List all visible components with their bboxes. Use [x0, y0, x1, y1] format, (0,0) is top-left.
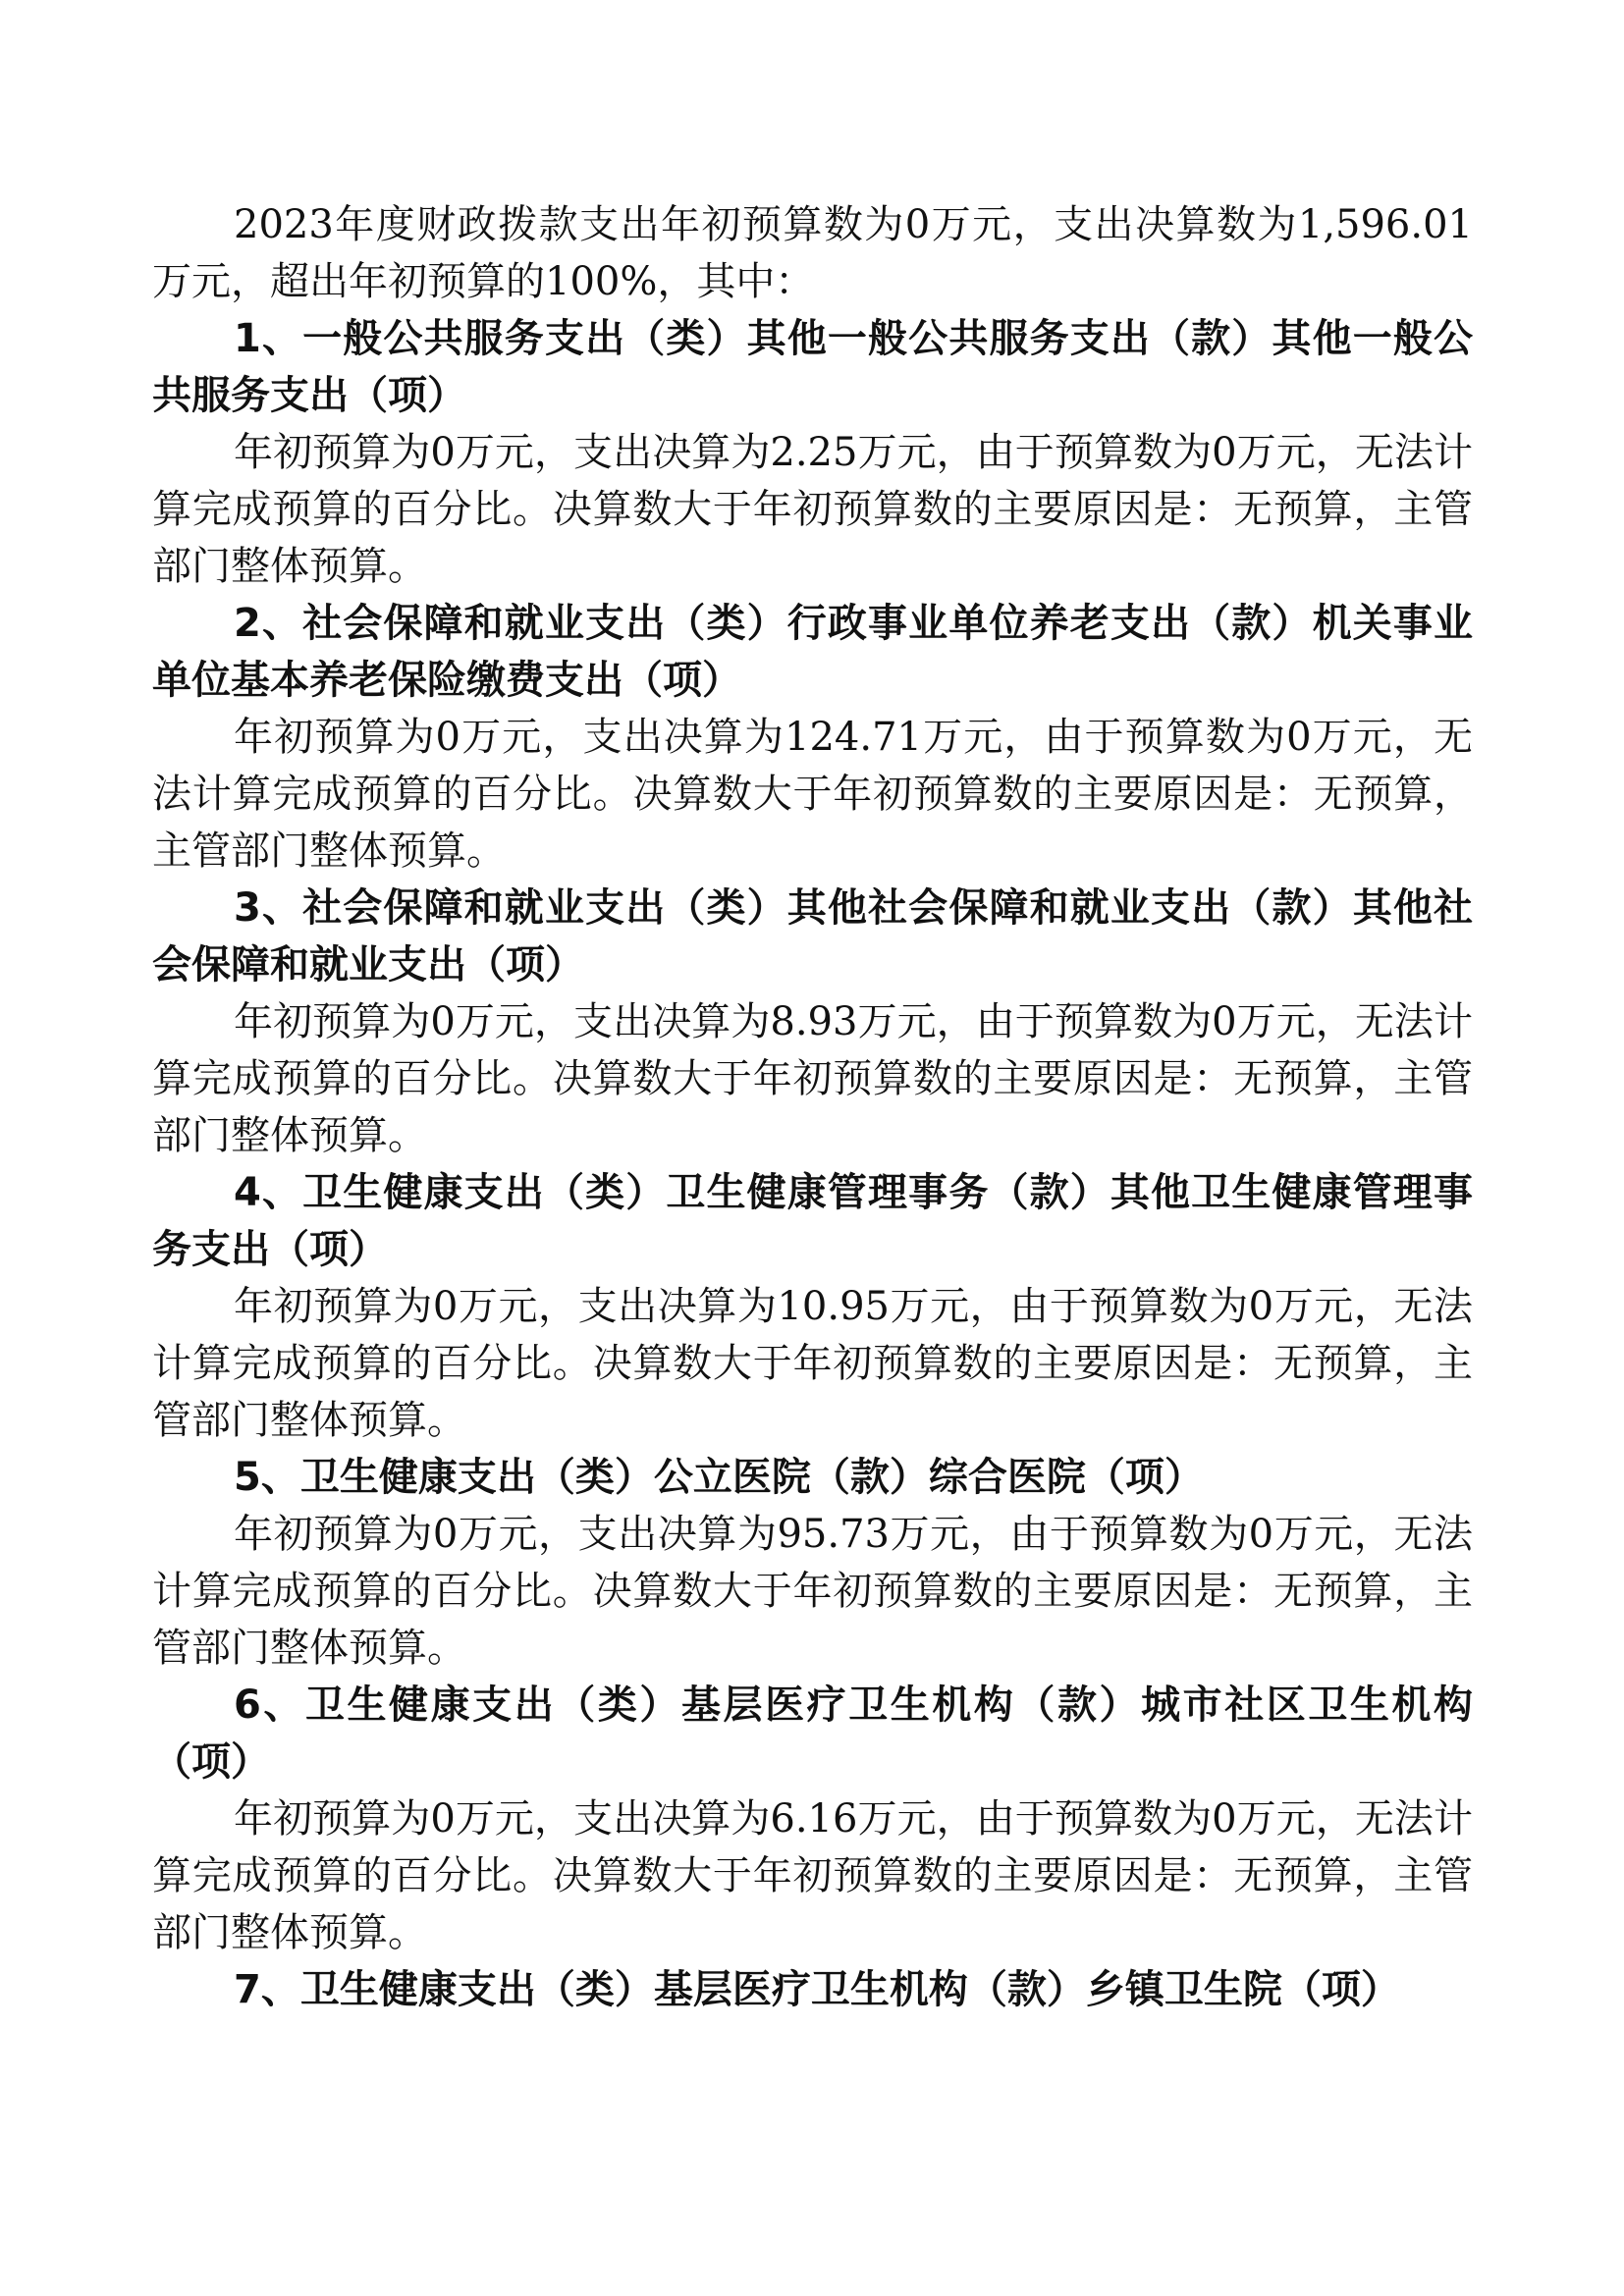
item-6-heading: 6、卫生健康支出（类）基层医疗卫生机构（款）城市社区卫生机构（项） — [152, 1682, 1473, 1785]
item-2-heading: 2、社会保障和就业支出（类）行政事业单位养老支出（款）机关事业单位基本养老保险缴费支出（项） — [152, 601, 1473, 703]
item-5-heading: 5、卫生健康支出（类）公立医院（款）综合医院（项） — [234, 1455, 1204, 1500]
document-body — [152, 196, 1473, 2018]
item-7-heading: 7、卫生健康支出（类）基层医疗卫生机构（款）乡镇卫生院（项） — [234, 1967, 1400, 2012]
intro-paragraph: 2023年度财政拨款支出年初预算数为0万元，支出决算数为1,596.01万元，超出年初预算的100%，其中： — [152, 202, 1473, 304]
item-1-heading: 1、一般公共服务支出（类）其他一般公共服务支出（款）其他一般公共服务支出（项） — [152, 316, 1473, 418]
item-4-body: 年初预算为0万元，支出决算为10.95万元，由于预算数为0万元，无法计算完成预算的百分比。决算数大于年初预算数的主要原因是：无预算，主管部门整体预算。 — [152, 1284, 1473, 1443]
item-6-body: 年初预算为0万元，支出决算为6.16万元，由于预算数为0万元，无法计算完成预算的百分比。决算数大于年初预算数的主要原因是：无预算，主管部门整体预算。 — [152, 1796, 1473, 1955]
item-4-heading: 4、卫生健康支出（类）卫生健康管理事务（款）其他卫生健康管理事务支出（项） — [152, 1170, 1473, 1272]
item-3-heading: 3、社会保障和就业支出（类）其他社会保障和就业支出（款）其他社会保障和就业支出（项） — [152, 885, 1473, 988]
item-3-body: 年初预算为0万元，支出决算为8.93万元，由于预算数为0万元，无法计算完成预算的百分比。决算数大于年初预算数的主要原因是：无预算，主管部门整体预算。 — [152, 999, 1473, 1158]
item-2-body: 年初预算为0万元，支出决算为124.71万元，由于预算数为0万元，无法计算完成预算的百分比。决算数大于年初预算数的主要原因是：无预算，主管部门整体预算。 — [152, 715, 1473, 874]
item-5-body: 年初预算为0万元，支出决算为95.73万元，由于预算数为0万元，无法计算完成预算的百分比。决算数大于年初预算数的主要原因是：无预算，主管部门整体预算。 — [152, 1512, 1473, 1671]
item-1-body: 年初预算为0万元，支出决算为2.25万元，由于预算数为0万元，无法计算完成预算的百分比。决算数大于年初预算数的主要原因是：无预算，主管部门整体预算。 — [152, 430, 1473, 589]
